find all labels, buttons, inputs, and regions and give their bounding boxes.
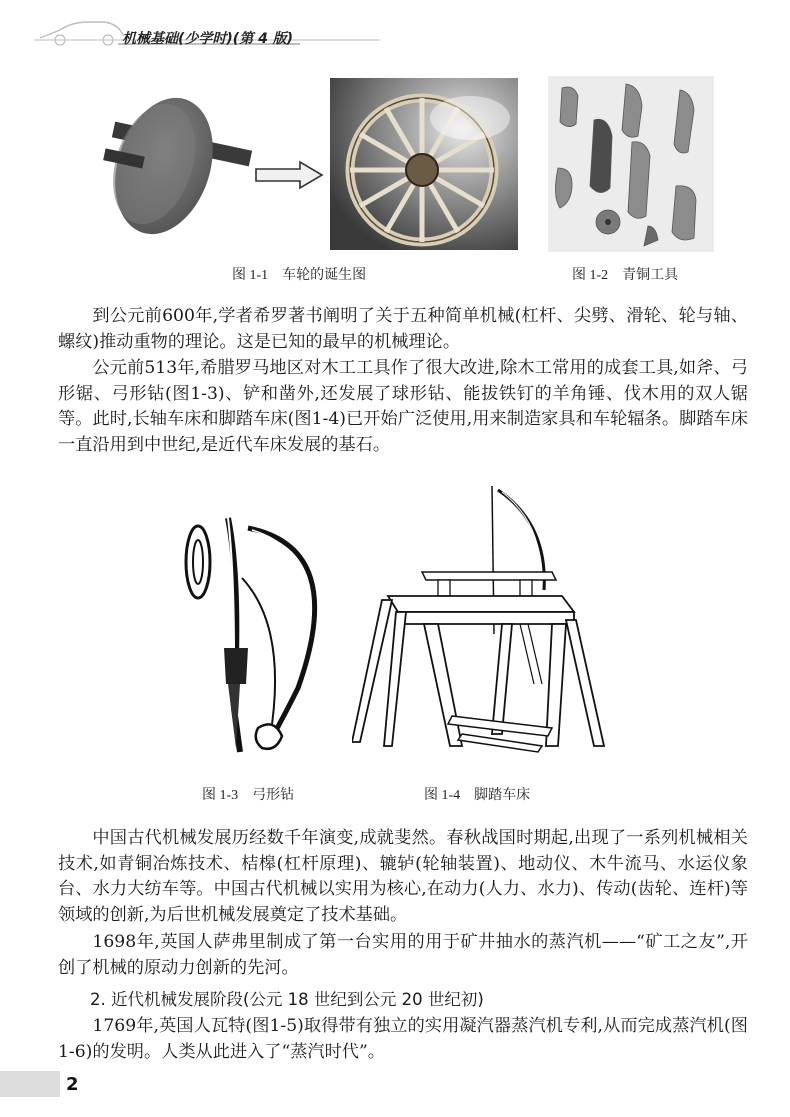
car-outline-logo [0,0,790,52]
spoked-wheel-image [330,78,518,250]
figure-caption-1-3: 图 1-3 弓形钻 [202,788,295,803]
book-title: 机械基础(少学时)(第 4 版) [122,31,294,47]
footer-bar [0,1071,60,1097]
right-arrow-icon [254,160,326,190]
figure-treadle-lathe [352,484,612,764]
paragraph-simple-machines: 到公元前600年,学者希罗著书阐明了关于五种简单机械(杠杆、尖劈、滑轮、轮与轴、螺纹)推动重物的理论。这是已知的最早的机械理论。 [58,306,748,352]
figure-caption-1-2: 图 1-2 青铜工具 [572,268,679,283]
paragraph-greek-roman-tools: 公元前513年,希腊罗马地区对木工工具作了很大改进,除木工常用的成套工具,如斧、弓形锯、弓形钻(图1-3)、铲和凿外,还发展了球形钻、能拔铁钉的羊角锤、伐木用的双人锯等。此时,长轴车床和脚踏车床(图1-4)已开始广泛使用,用来制造家具和车轮辐条。脚踏车床一直沿用到中世纪,是近代车床发展的基石。 [58,358,748,455]
figure-wheel-origin [82,78,518,250]
paragraph-chinese-machinery: 中国古代机械发展历经数千年演变,成就斐然。春秋战国时期起,出现了一系列机械相关技术,如青铜冶炼技术、桔槔(杠杆原理)、辘轳(轮轴装置)、地动仪、木牛流马、水运仪象台、水力大纺车等。中国古代机械以实用为核心,在动力(人力、水力)、传动(齿轮、连杆)等领域的创新,为后世机械发展奠定了技术基础。 [58,828,748,925]
section-heading-modern-stage: 2. 近代机械发展阶段(公元 18 世纪到公元 20 世纪初) [90,990,484,1009]
page-header [0,0,790,52]
stone-wheel-image [82,78,252,250]
figure-bronze-tools [548,76,714,252]
figure-caption-1-4: 图 1-4 脚踏车床 [424,788,531,803]
paragraph-watt-steam-engine: 1769年,英国人瓦特(图1-5)取得带有独立的实用凝汽器蒸汽机专利,从而完成蒸汽机(图1-6)的发明。人类从此进入了“蒸汽时代”。 [58,1016,748,1062]
figure-bow-drill [178,508,338,768]
paragraph-savery-steam-engine: 1698年,英国人萨弗里制成了第一台实用的用于矿井抽水的蒸汽机——“矿工之友”,开创了机械的原动力创新的先河。 [58,932,748,978]
page-number: 2 [66,1074,79,1095]
figure-caption-1-1: 图 1-1 车轮的诞生图 [232,268,367,283]
